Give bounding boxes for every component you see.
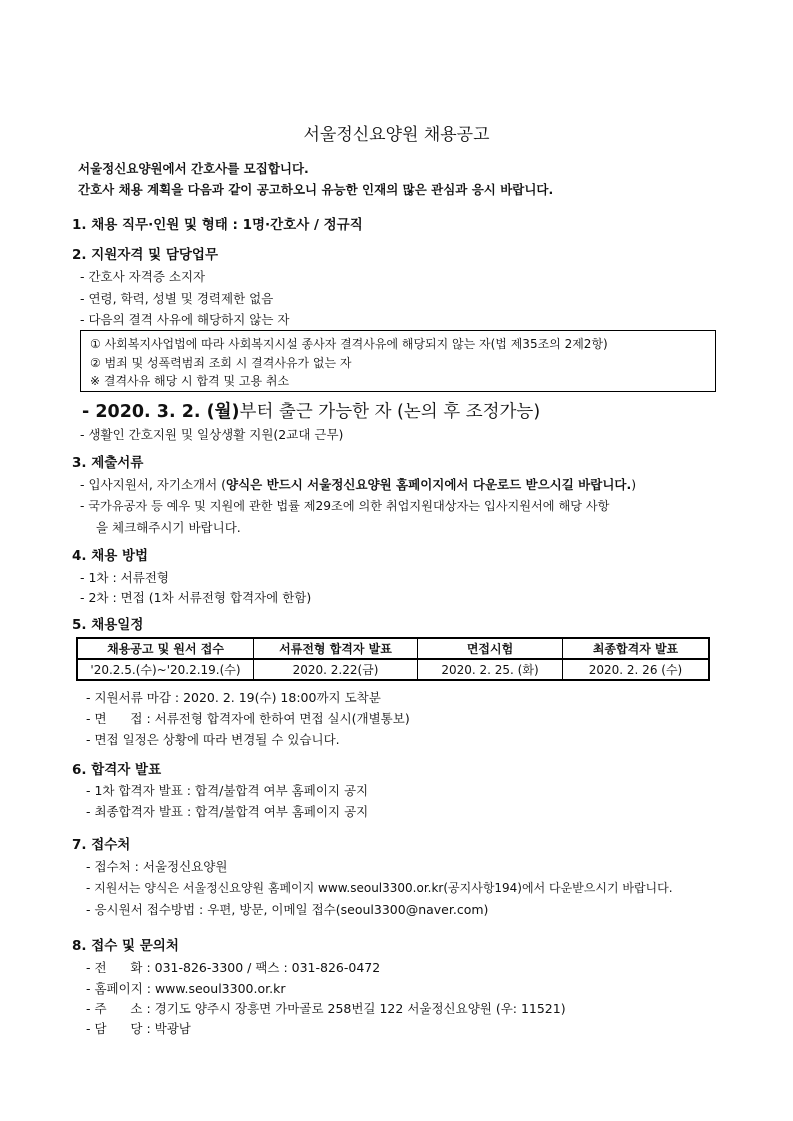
box-line: ② 범죄 및 성폭력범죄 조회 시 결격사유가 없는 자 [90, 356, 352, 370]
disqualification-box [80, 330, 716, 392]
list-item: - 담 당 : 박광남 [86, 1021, 191, 1036]
box-line: ① 사회복지사업법에 따라 사회복지시설 종사자 결격사유에 해당되지 않는 자(법 제35조의 2제2항) [90, 337, 608, 351]
list-item: - 접수처 : 서울정신요양원 [86, 859, 228, 874]
intro-line-1: 서울정신요양원에서 간호사를 모집합니다. [78, 161, 309, 176]
list-item: - 면 접 : 서류전형 합격자에 한하여 면접 실시(개별통보) [86, 711, 410, 726]
table-header: 면접시험 [418, 638, 563, 659]
list-item: - 최종합격자 발표 : 합격/불합격 여부 홈페이지 공지 [86, 804, 369, 819]
list-item: - 다음의 결격 사유에 해당하지 않는 자 [80, 312, 290, 327]
table-cell: '20.2.5.(수)~'20.2.19.(수) [77, 659, 254, 680]
doc-item-bold: 양식은 반드시 서울정신요양원 홈페이지에서 다운로드 받으시길 바랍니다. [226, 477, 632, 492]
section-7-heading: 7. 접수처 [72, 837, 131, 853]
schedule-table [76, 637, 710, 681]
list-item: - 홈페이지 : www.seoul3300.or.kr [86, 981, 286, 996]
box-line: ※ 결격사유 해당 시 합격 및 고용 취소 [90, 374, 290, 388]
list-item: - 응시원서 접수방법 : 우편, 방문, 이메일 접수(seoul3300@naver.com) [86, 902, 489, 917]
section-5-heading: 5. 채용일정 [72, 617, 144, 633]
table-header: 채용공고 및 원서 접수 [77, 638, 254, 659]
section-4-heading: 4. 채용 방법 [72, 548, 149, 564]
list-item-continued: 을 체크해주시기 바랍니다. [96, 520, 241, 535]
start-date-rest: 부터 출근 가능한 자 (논의 후 조정가능) [239, 402, 541, 422]
list-item: - 간호사 자격증 소지자 [80, 269, 206, 284]
start-date: - 2020. 3. 2. (월) [82, 402, 240, 422]
list-item: - 지원서는 양식은 서울정신요양원 홈페이지 www.seoul3300.or.kr(공지사항194)에서 다운받으시기 바랍니다. [86, 881, 673, 895]
table-cell: 2020. 2. 26 (수) [563, 659, 710, 680]
table-header: 최종합격자 발표 [563, 638, 710, 659]
list-item: - 2차 : 면접 (1차 서류전형 합격자에 한함) [80, 590, 312, 605]
list-item: - 1차 : 서류전형 [80, 570, 169, 585]
list-item: - 지원서류 마감 : 2020. 2. 19(수) 18:00까지 도착분 [86, 690, 381, 705]
list-item: - 연령, 학력, 성별 및 경력제한 없음 [80, 291, 274, 306]
list-item: - 면접 일정은 상황에 따라 변경될 수 있습니다. [86, 732, 340, 747]
section-3-heading: 3. 제출서류 [72, 455, 144, 471]
section-2-heading: 2. 지원자격 및 담당업무 [72, 247, 218, 263]
list-item: - 전 화 : 031-826-3300 / 팩스 : 031-826-0472 [86, 960, 381, 975]
list-item: - 생활인 간호지원 및 일상생활 지원(2교대 근무) [80, 427, 344, 442]
section-6-heading: 6. 합격자 발표 [72, 762, 162, 778]
list-item: - 1차 합격자 발표 : 합격/불합격 여부 홈페이지 공지 [86, 783, 369, 798]
doc-item-suffix: ) [631, 477, 637, 492]
section-1-heading: 1. 채용 직무·인원 및 형태 : 1명·간호사 / 정규직 [72, 217, 363, 233]
list-item: - 주 소 : 경기도 양주시 장흥면 가마골로 258번길 122 서울정신요양원 (우: 11521) [86, 1001, 566, 1016]
intro-line-2: 간호사 채용 계획을 다음과 같이 공고하오니 유능한 인재의 많은 관심과 응시 바랍니다. [78, 182, 554, 197]
start-date-line [82, 398, 540, 423]
table-cell: 2020. 2.22(금) [254, 659, 418, 680]
table-header-row [77, 638, 709, 659]
section-8-heading: 8. 접수 및 문의처 [72, 938, 179, 954]
table-header: 서류전형 합격자 발표 [254, 638, 418, 659]
list-item [80, 475, 636, 493]
page-title: 서울정신요양원 채용공고 [303, 125, 490, 145]
doc-item-prefix: - 입사지원서, 자기소개서 ( [80, 477, 227, 492]
table-row [77, 659, 709, 680]
list-item: - 국가유공자 등 예우 및 지원에 관한 법률 제29조에 의한 취업지원대상자는 입사지원서에 해당 사항 [80, 499, 610, 513]
table-cell: 2020. 2. 25. (화) [418, 659, 563, 680]
